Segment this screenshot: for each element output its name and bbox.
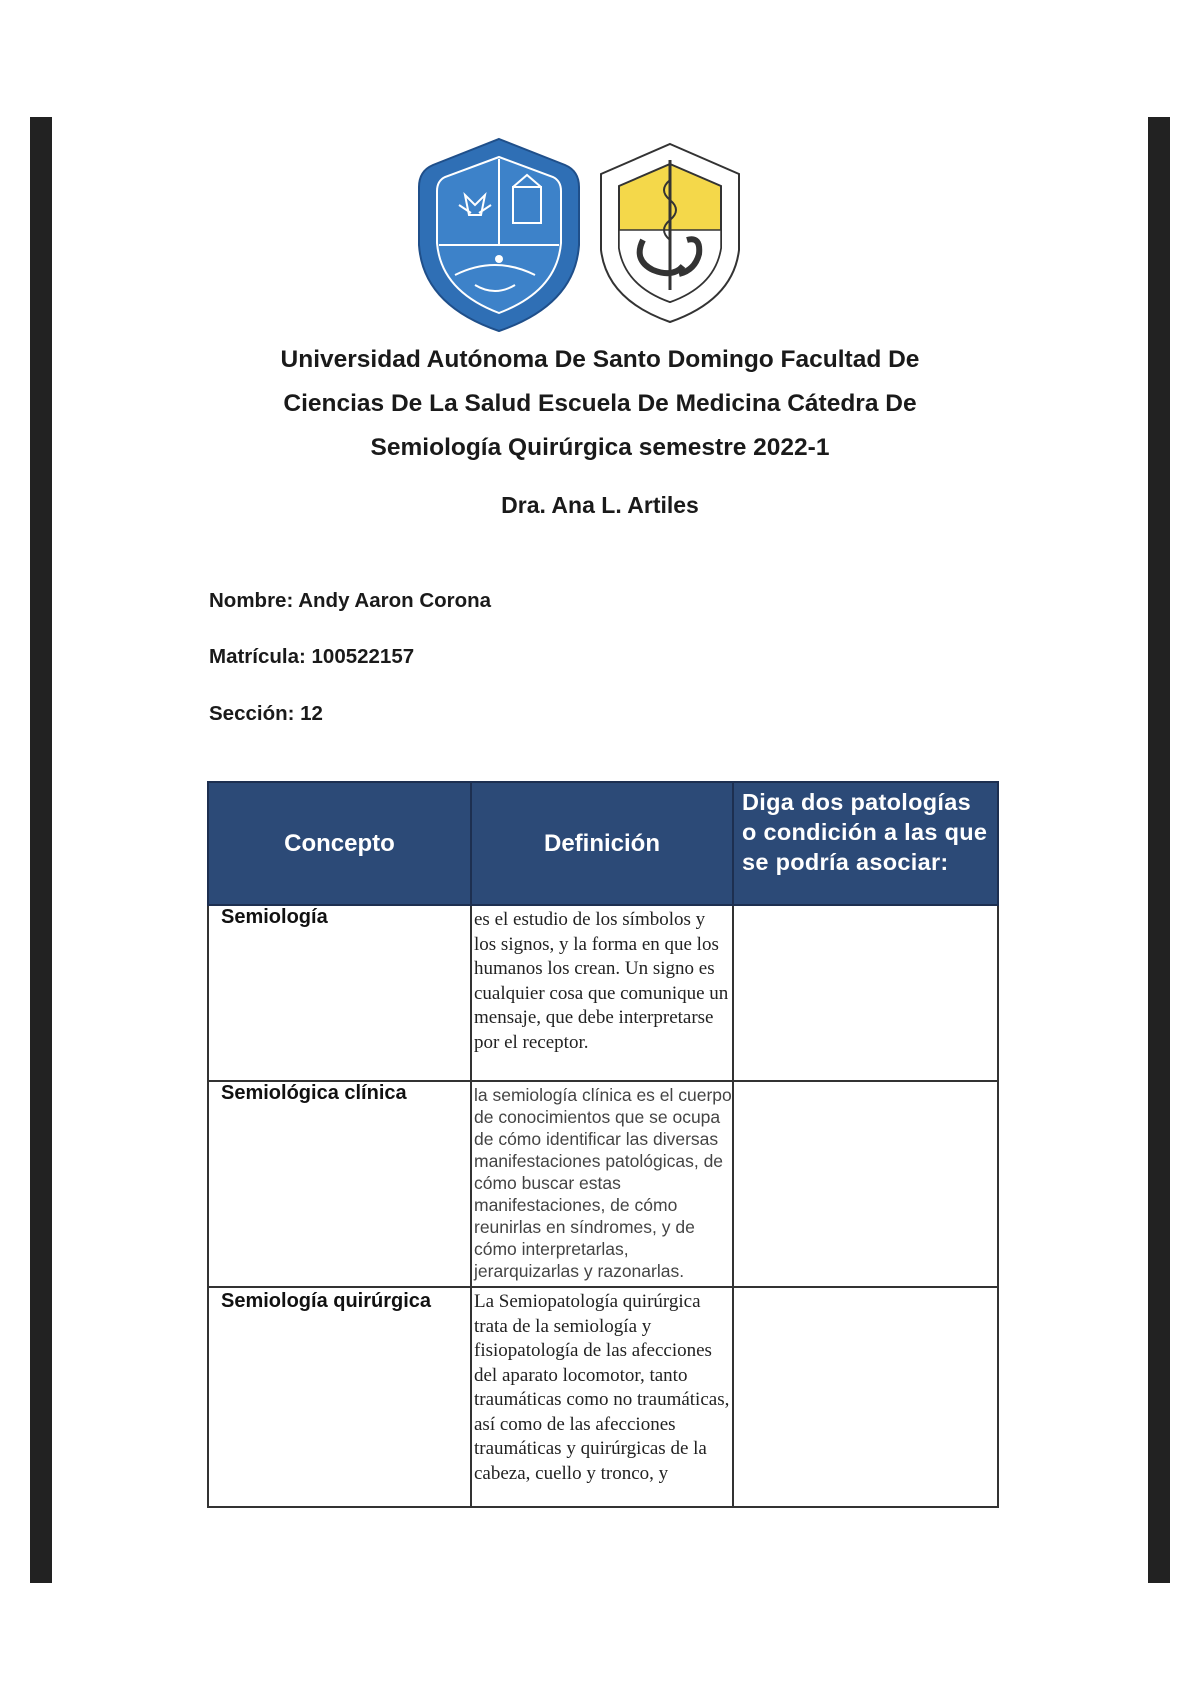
definicion-cell	[471, 1081, 733, 1287]
header-definicion: Definición	[471, 782, 733, 905]
concepto-cell	[208, 1081, 471, 1287]
title-line-1: Universidad Autónoma De Santo Domingo Facultad De	[280, 346, 920, 373]
title-line-2: Ciencias De La Salud Escuela De Medicina Cátedra De	[283, 390, 917, 417]
patologias-cell[interactable]	[733, 1287, 998, 1507]
definicion-text: es el estudio de los símbolos y los signos, y la forma en que los humanos los crean. Un signo es cualquier cosa que comunique un mensaje, que debe interpretarse por el receptor.	[474, 909, 729, 1053]
concepto-cell	[208, 1287, 471, 1507]
table-header-row	[208, 782, 998, 905]
student-id: Matrícula: 100522157	[209, 645, 415, 668]
document-title	[220, 338, 980, 470]
doctor-name: Dra. Ana L. Artiles	[501, 492, 699, 518]
table-row	[208, 1287, 998, 1507]
header-concepto: Concepto	[208, 782, 471, 905]
concepto-cell	[208, 905, 471, 1081]
concepto-text: Semiología	[221, 906, 328, 928]
concepto-text: Semiología quirúrgica	[221, 1290, 432, 1312]
right-dark-bar	[1148, 117, 1170, 1583]
definicion-cell	[471, 1287, 733, 1507]
concepto-text: Semiológica clínica	[221, 1082, 407, 1104]
table-row	[208, 905, 998, 1081]
logos	[415, 135, 755, 335]
patologias-cell[interactable]	[733, 905, 998, 1081]
definicion-text: la semiología clínica es el cuerpo de conocimientos que se ocupa de cómo identificar las diversas manifestaciones patológicas, de cómo buscar estas manifestaciones, de cómo reunirlas en síndromes, y de cómo interpretarlas, jerarquizarlas y razonarlas.	[474, 1085, 732, 1281]
header-patologias: Diga dos patologías o condición a las que se podría asociar:	[733, 782, 998, 905]
student-section: Sección: 12	[209, 702, 323, 725]
title-line-3: Semiología Quirúrgica semestre 2022-1	[370, 434, 830, 461]
facultad-salud-seal-logo	[593, 140, 748, 325]
definicion-text: La Semiopatología quirúrgica trata de la semiología y fisiopatología de las afecciones del aparato locomotor, tanto traumáticas como no traumáticas, así como de las afecciones traumáticas y quirúrgicas de la cabeza, cuello y tronco, y	[474, 1291, 730, 1484]
left-dark-bar	[30, 117, 52, 1583]
student-name: Nombre: Andy Aaron Corona	[209, 589, 492, 612]
uasd-shield-logo	[415, 135, 583, 335]
definicion-cell	[471, 905, 733, 1081]
concept-table	[207, 781, 999, 1508]
patologias-cell[interactable]	[733, 1081, 998, 1287]
table-row	[208, 1081, 998, 1287]
